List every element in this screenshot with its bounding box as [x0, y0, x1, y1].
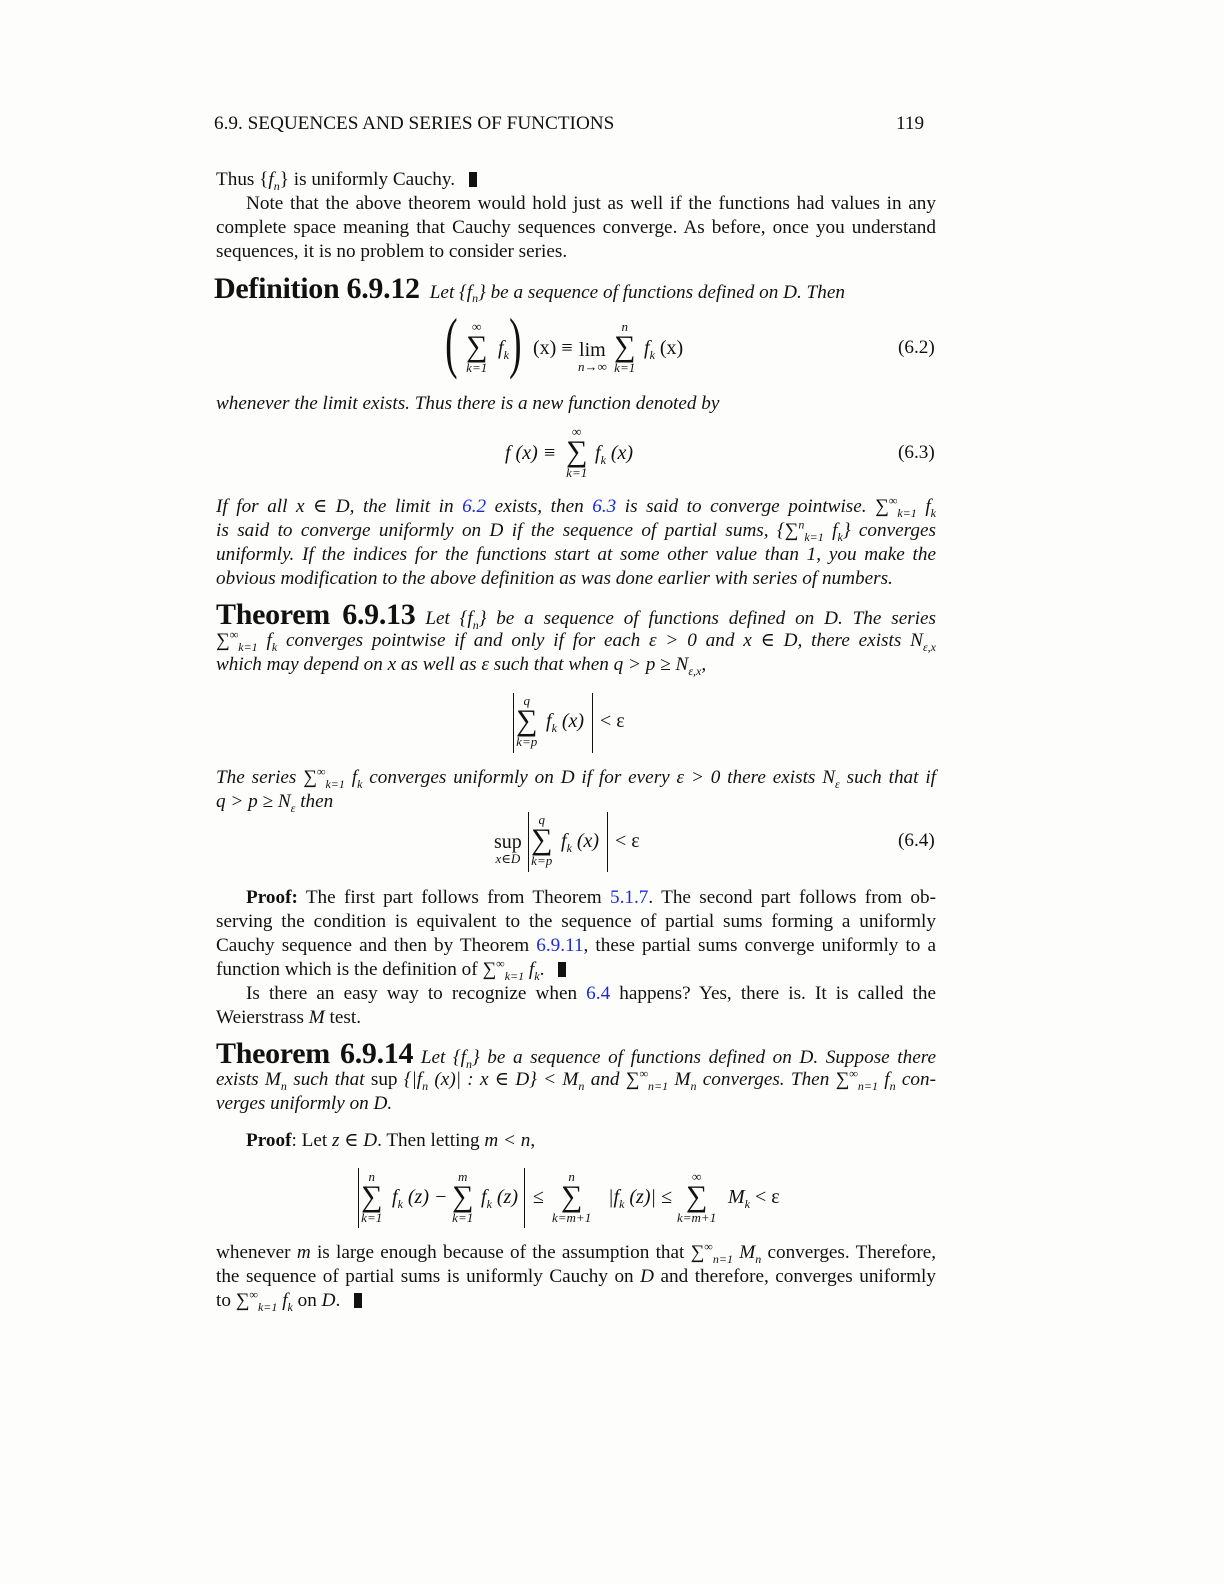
sup-operator	[494, 832, 522, 865]
right-paren: )	[509, 304, 522, 380]
text-run: . Then letting	[377, 1130, 485, 1151]
text-run: Thus {	[216, 169, 269, 190]
sum-upper: q	[538, 812, 545, 827]
text-run: which may depend on x as well as ε such that when q > p ≥ N	[216, 654, 689, 675]
math-sub: k	[271, 639, 278, 654]
text-run: converges. Then ∑	[696, 1069, 850, 1090]
equation-number: (6.3)	[898, 442, 935, 463]
math-sub: k=1	[257, 1299, 278, 1314]
text-run: {|f	[397, 1069, 423, 1090]
math-sub: k	[566, 841, 572, 855]
text-run: con-	[895, 1069, 936, 1090]
sigma-icon: ∑	[361, 1180, 383, 1213]
equation-number: (6.2)	[898, 337, 935, 358]
paragraph-line	[216, 1265, 936, 1289]
math-text: (x)	[561, 710, 585, 732]
text-run: test.	[324, 1007, 361, 1028]
math-text: (x)	[576, 830, 600, 852]
sigma-icon: ∑	[685, 1180, 708, 1213]
left-paren: (	[445, 304, 458, 380]
paragraph-line: verges uniformly on D.	[216, 1093, 393, 1114]
paragraph-line: complete space meaning that Cauchy sequences converge. As before, once you understand	[216, 217, 936, 238]
math-sub: n	[472, 617, 479, 632]
math-f: f	[466, 282, 473, 303]
text-run: then	[295, 791, 334, 812]
math-text	[728, 1186, 780, 1209]
text-run: The series ∑	[216, 767, 317, 788]
paragraph-line	[216, 766, 936, 790]
sigma-icon: ∑	[516, 704, 538, 737]
math-text: (z)	[496, 1186, 518, 1208]
paragraph-line: Note that the above theorem would hold just as well if the functions had values in any	[246, 193, 936, 214]
sum-lower: k=p	[531, 853, 553, 868]
paragraph-line	[216, 1289, 936, 1313]
math-sup: ∞	[249, 1287, 258, 1302]
math-sub: k	[600, 453, 606, 467]
text-run: .	[335, 1290, 341, 1311]
sum-upper: n	[621, 319, 628, 334]
lim-operator	[578, 340, 607, 373]
math-sub: ε	[835, 776, 840, 791]
math-text: m	[296, 1242, 311, 1263]
math-text: (x) ≡	[533, 337, 573, 359]
qed-mark	[354, 1293, 362, 1308]
sum-lower: k=m+1	[677, 1210, 717, 1225]
paragraph-line	[216, 495, 936, 519]
paragraph-line	[216, 653, 936, 677]
text-run: q > p ≥ N	[216, 791, 291, 812]
math-f: f	[644, 337, 650, 359]
text-run: on	[292, 1290, 322, 1311]
lim-subscript: n→∞	[578, 359, 607, 374]
paragraph-line	[216, 1068, 936, 1092]
text-run: f	[257, 630, 272, 651]
math-text: sup	[370, 1069, 398, 1090]
math-sub: k	[287, 1299, 293, 1314]
text-run: } converges	[842, 520, 936, 541]
math-sub: k	[649, 348, 655, 362]
math-sub: k=1	[238, 639, 258, 654]
abs-bar	[528, 812, 529, 872]
text-run: Is there an easy way to recognize when	[246, 983, 587, 1004]
math-text: f (x) ≡	[505, 442, 557, 464]
intro-line	[216, 168, 936, 192]
equation-number: (6.4)	[898, 830, 935, 851]
abs-bar	[513, 693, 514, 753]
math-sub: k	[486, 1197, 492, 1211]
paragraph-line: sequences, it is no problem to consider series.	[216, 241, 568, 262]
math-text: z ∈ D	[331, 1130, 378, 1151]
paragraph-line	[216, 886, 936, 910]
sum-lower: k=1	[452, 1210, 474, 1225]
math-sub: k=1	[804, 529, 824, 544]
running-header: 6.9. SEQUENCES AND SERIES OF FUNCTIONS	[214, 113, 615, 134]
paragraph-line	[216, 519, 936, 543]
sigma-icon: ∑	[560, 1180, 583, 1213]
math-sub: k	[837, 529, 843, 544]
text-run: f	[524, 959, 535, 980]
text-run: the sequence of partial sums is uniformly Cauchy on	[216, 1266, 641, 1287]
theorem-link[interactable]: 6.9.11	[536, 935, 584, 956]
sigma-icon: ∑	[614, 330, 636, 363]
math-sup: n	[798, 517, 805, 532]
proof-label: Proof	[246, 1130, 292, 1151]
math-text	[546, 710, 584, 733]
math-sub: k=1	[504, 968, 525, 983]
text-run: such that	[286, 1069, 371, 1090]
math-sub: n	[472, 291, 479, 306]
text-run: The first part follows from Theorem	[297, 887, 610, 908]
text-run: exists, then	[486, 496, 593, 517]
sum-lower: k=1	[361, 1210, 383, 1225]
math-text: (z) −	[407, 1186, 448, 1208]
math-f: f	[481, 1186, 487, 1208]
text-run: f	[344, 767, 358, 788]
text-run: .	[539, 959, 545, 980]
math-sub: n	[690, 1078, 697, 1093]
math-sub: k	[551, 721, 557, 735]
text-run: } be a sequence of functions defined on D. Suppose there	[471, 1047, 936, 1068]
sum-lower: k=1	[566, 465, 588, 480]
text-run: f	[916, 496, 931, 517]
text-run: M	[668, 1069, 691, 1090]
text-run: M	[732, 1242, 756, 1263]
qed-mark	[469, 172, 477, 187]
equation-link[interactable]: 6.3	[592, 496, 617, 517]
text-run: f	[877, 1069, 890, 1090]
math-f: f	[392, 1186, 398, 1208]
math-text	[608, 1186, 672, 1209]
paragraph-line	[216, 629, 936, 653]
text-run: and therefore, converges uniformly	[654, 1266, 936, 1287]
math-sub: ε	[290, 800, 296, 815]
abs-bar	[592, 693, 593, 753]
math-sub: k	[744, 1197, 750, 1211]
math-sup: ∞	[229, 627, 239, 642]
sup-label: sup	[494, 831, 522, 853]
text-run: ∑	[216, 630, 230, 651]
paragraph-line	[216, 790, 936, 814]
math-text: < ε	[755, 1186, 780, 1208]
text-run: (x)| : x ∈ D} < M	[428, 1069, 579, 1090]
math-text	[644, 337, 683, 360]
math-sup: ∞	[316, 764, 326, 779]
math-text	[481, 1186, 518, 1209]
math-sub: n	[280, 1078, 287, 1093]
text-run: If for all x ∈ D, the limit in	[216, 496, 463, 517]
math-sub: n=1	[648, 1078, 669, 1093]
definition-heading-row	[214, 272, 845, 306]
text-run: : Let	[291, 1130, 332, 1151]
math-sub: n	[273, 178, 280, 193]
theorem-link[interactable]: 5.1.7	[609, 887, 649, 908]
text-run: , these partial sums converge uniformly to a	[583, 935, 936, 956]
theorem-heading: Theorem 6.9.14	[216, 1037, 414, 1070]
proof-label: Proof:	[246, 887, 298, 908]
math-text	[392, 1186, 448, 1209]
text-run: is large enough because of the assumption that ∑	[310, 1242, 705, 1263]
math-sub: k	[619, 1197, 625, 1211]
paragraph-line	[216, 934, 936, 958]
math-sub: ε,x	[688, 663, 702, 678]
sum-upper: n	[568, 1169, 575, 1184]
math-sub: k	[534, 968, 540, 983]
sup-subscript: x∈D	[495, 851, 521, 866]
math-text: (z)| ≤	[629, 1186, 672, 1208]
math-sub: k	[503, 348, 509, 362]
math-text: < ε	[615, 830, 640, 852]
sum-upper: m	[458, 1169, 468, 1184]
sum-lower: k=1	[614, 360, 636, 375]
sum-upper: q	[523, 693, 530, 708]
text-run: converges. Therefore,	[761, 1242, 937, 1263]
math-sup: ∞	[639, 1066, 649, 1081]
math-sub: k=1	[325, 776, 345, 791]
math-text	[561, 830, 599, 853]
math-f: f	[595, 442, 601, 464]
text-run: } be a sequence of functions defined on D. Then	[478, 282, 845, 303]
math-sup: ∞	[704, 1239, 713, 1254]
paragraph-line: whenever the limit exists. Thus there is a new function denoted by	[216, 393, 720, 414]
paragraph-line	[216, 1129, 936, 1153]
text-run: f	[823, 520, 838, 541]
sigma-icon: ∑	[531, 823, 553, 856]
theorem-heading: Theorem 6.9.13	[216, 598, 416, 631]
paragraph-line	[216, 982, 936, 1006]
math-sub: n	[422, 1078, 429, 1093]
sigma-icon: ∑	[566, 435, 588, 468]
math-sub: ε,x	[922, 639, 936, 654]
text-run: Let {f	[420, 1047, 466, 1068]
sum-upper: ∞	[572, 424, 582, 439]
text-run: converges uniformly on D if for every ε > 0 there exists N	[362, 767, 836, 788]
text-run: to ∑	[216, 1290, 250, 1311]
math-sub: k	[930, 505, 936, 520]
equation-link[interactable]: 6.2	[462, 496, 487, 517]
paragraph-line	[216, 1006, 936, 1030]
text-run: Weierstrass	[216, 1007, 309, 1028]
text-run: is said to converge uniformly on D if the sequence of partial sums, {∑	[216, 520, 799, 541]
math-f: |f	[608, 1186, 620, 1208]
paragraph-line: uniformly. If the indices for the functions start at some other value than 1, you make the	[216, 544, 936, 565]
paragraph-line	[216, 1241, 936, 1265]
math-sub: n=1	[857, 1078, 878, 1093]
math-sup: ∞	[496, 956, 505, 971]
text-run: exists M	[216, 1069, 281, 1090]
text-run: Let {	[429, 282, 467, 303]
math-sub: k	[397, 1197, 403, 1211]
qed-mark	[558, 962, 566, 977]
text-run: ,	[530, 1130, 536, 1151]
sum-upper: ∞	[691, 1169, 702, 1184]
text-run: ,	[701, 654, 707, 675]
text-run: is said to converge pointwise. ∑	[616, 496, 889, 517]
sum-operator	[516, 694, 537, 748]
math-sub: n	[578, 1078, 585, 1093]
math-sub: k=1	[897, 505, 917, 520]
math-text: ≤	[533, 1186, 544, 1208]
sum-operator	[552, 1170, 591, 1224]
math-f	[498, 337, 509, 360]
math-text: (x)	[610, 442, 634, 464]
sum-operator	[531, 813, 552, 867]
text-run: happens? Yes, there is. It is called the	[610, 983, 936, 1004]
abs-bar	[358, 1168, 359, 1228]
math-text: < ε	[600, 710, 625, 732]
paragraph-line: obvious modification to the above definition as was done earlier with series of numbers.	[216, 568, 893, 589]
text-run: function which is the definition of ∑	[216, 959, 497, 980]
sum-upper: n	[368, 1169, 375, 1184]
text-run: Let {f	[425, 608, 473, 629]
math-sup: ∞	[849, 1066, 858, 1081]
sum-operator	[361, 1170, 382, 1224]
math-f: f	[498, 337, 504, 359]
math-M: M	[308, 1007, 325, 1028]
math-sub: k	[357, 776, 363, 791]
math-text: m < n	[484, 1130, 531, 1151]
paragraph-line	[216, 958, 936, 982]
text-run: such that if	[839, 767, 936, 788]
text-run: whenever	[216, 1242, 297, 1263]
sum-lower: k=m+1	[552, 1210, 592, 1225]
math-text	[595, 442, 633, 465]
sum-operator	[452, 1170, 473, 1224]
sum-operator	[566, 425, 587, 479]
math-sub: n	[755, 1251, 762, 1266]
abs-bar	[607, 812, 608, 872]
text-run: . The second part follows from ob-	[648, 887, 936, 908]
math-sub: n=1	[712, 1251, 733, 1266]
math-f: f	[268, 169, 274, 190]
math-f: f	[561, 830, 567, 852]
math-sub: n	[465, 1056, 472, 1071]
text-run: Cauchy sequence and then by Theorem	[216, 935, 537, 956]
math-text: D	[640, 1266, 655, 1287]
sigma-icon: ∑	[452, 1180, 474, 1213]
math-text: D	[321, 1290, 336, 1311]
text-run: and ∑	[584, 1069, 640, 1090]
math-M: M	[728, 1186, 745, 1208]
text-run: f	[277, 1290, 288, 1311]
definition-heading: Definition 6.9.12	[214, 272, 420, 305]
sum-upper: ∞	[472, 319, 482, 334]
equation-link[interactable]: 6.4	[586, 983, 611, 1004]
sum-lower: k=1	[466, 360, 488, 375]
text-run: } be a sequence of functions defined on D. The series	[478, 608, 937, 629]
math-text: (x)	[659, 337, 684, 359]
sum-operator	[466, 320, 487, 374]
lim-label: lim	[579, 339, 606, 361]
page-number: 119	[896, 113, 925, 134]
math-sup: ∞	[888, 493, 898, 508]
sum-lower: k=p	[516, 734, 538, 749]
text-run: } is uniformly Cauchy.	[279, 169, 456, 190]
paragraph-line: serving the condition is equivalent to the sequence of partial sums forming a uniformly	[216, 911, 936, 932]
math-sub: n	[889, 1078, 896, 1093]
math-f: f	[546, 710, 552, 732]
abs-bar	[524, 1168, 525, 1228]
sum-operator	[677, 1170, 716, 1224]
text-run: converges pointwise if and only if for each ε > 0 and x ∈ D, there exists N	[277, 630, 923, 651]
sum-operator	[614, 320, 635, 374]
sigma-icon: ∑	[466, 330, 488, 363]
